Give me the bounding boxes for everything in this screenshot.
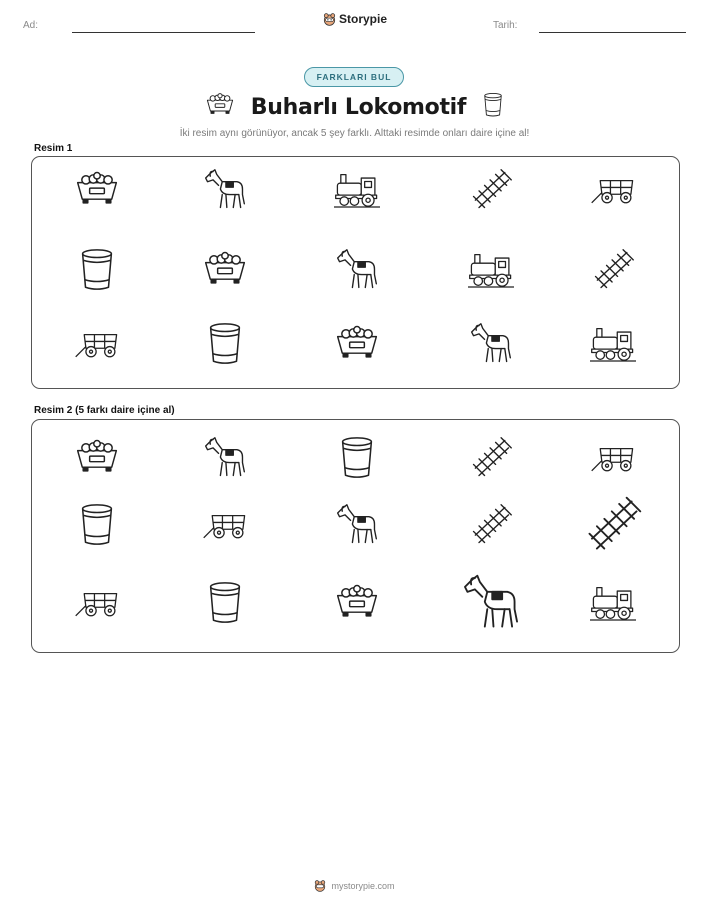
picture2-coal-cart-icon[interactable] (334, 580, 380, 626)
picture2-track-icon[interactable] (468, 435, 514, 481)
spot-the-difference-badge: FARKLARI BUL (304, 67, 404, 87)
picture2-wagon-icon[interactable] (590, 435, 636, 481)
picture1-locomotive-icon (468, 247, 514, 293)
picture1-horse-icon (468, 321, 514, 367)
name-label: Ad: (23, 20, 39, 31)
storypie-mascot-icon (314, 880, 326, 892)
name-field[interactable] (72, 32, 255, 33)
footer (0, 880, 709, 892)
brand-logo (323, 12, 387, 26)
picture2-panel (31, 419, 680, 653)
picture2-bucket-icon[interactable] (202, 580, 248, 626)
picture1-bucket-icon (74, 247, 120, 293)
title-row (0, 92, 709, 122)
instructions: İki resim aynı görünüyor, ancak 5 şey farklı. Alttaki resimde onları daire içine al! (179, 128, 530, 139)
picture2-wagon-icon[interactable] (74, 580, 120, 626)
picture1-coal-cart-icon (74, 167, 120, 213)
picture2-locomotive-icon[interactable] (590, 580, 636, 626)
picture1-horse-icon (202, 167, 248, 213)
picture1-track-icon (590, 247, 636, 293)
picture1-track-icon (468, 167, 514, 213)
picture1-locomotive-icon (334, 167, 380, 213)
picture2-horse-icon[interactable] (334, 502, 380, 548)
brand-name: Storypie (339, 12, 388, 26)
picture2-coal-cart-icon[interactable] (74, 435, 120, 481)
picture1-coal-cart-icon (334, 321, 380, 367)
page-title: Buharlı Lokomotif (250, 94, 467, 120)
title-bucket-icon (482, 91, 504, 123)
date-label: Tarih: (493, 20, 518, 31)
picture1-coal-cart-icon (202, 247, 248, 293)
picture1-wagon-icon (74, 321, 120, 367)
picture2-track-icon[interactable] (468, 502, 514, 548)
picture1-bucket-icon (202, 321, 248, 367)
storypie-mascot-icon (323, 13, 336, 26)
picture2-track-icon[interactable] (579, 494, 647, 556)
picture1-label: Resim 1 (34, 143, 73, 154)
picture2-label: Resim 2 (5 farkı daire içine al) (34, 405, 175, 416)
picture2-bucket-icon[interactable] (334, 435, 380, 481)
picture2-horse-icon[interactable] (457, 572, 525, 634)
picture1-horse-icon (334, 247, 380, 293)
title-coal-cart-icon (205, 93, 235, 121)
picture1-locomotive-icon (590, 321, 636, 367)
picture2-bucket-icon[interactable] (74, 502, 120, 548)
picture1-wagon-icon (590, 167, 636, 213)
date-field[interactable] (539, 32, 686, 33)
picture2-wagon-icon[interactable] (202, 502, 248, 548)
picture2-horse-icon[interactable] (202, 435, 248, 481)
footer-url: mystorypie.com (331, 881, 395, 891)
picture1-panel (31, 156, 680, 389)
